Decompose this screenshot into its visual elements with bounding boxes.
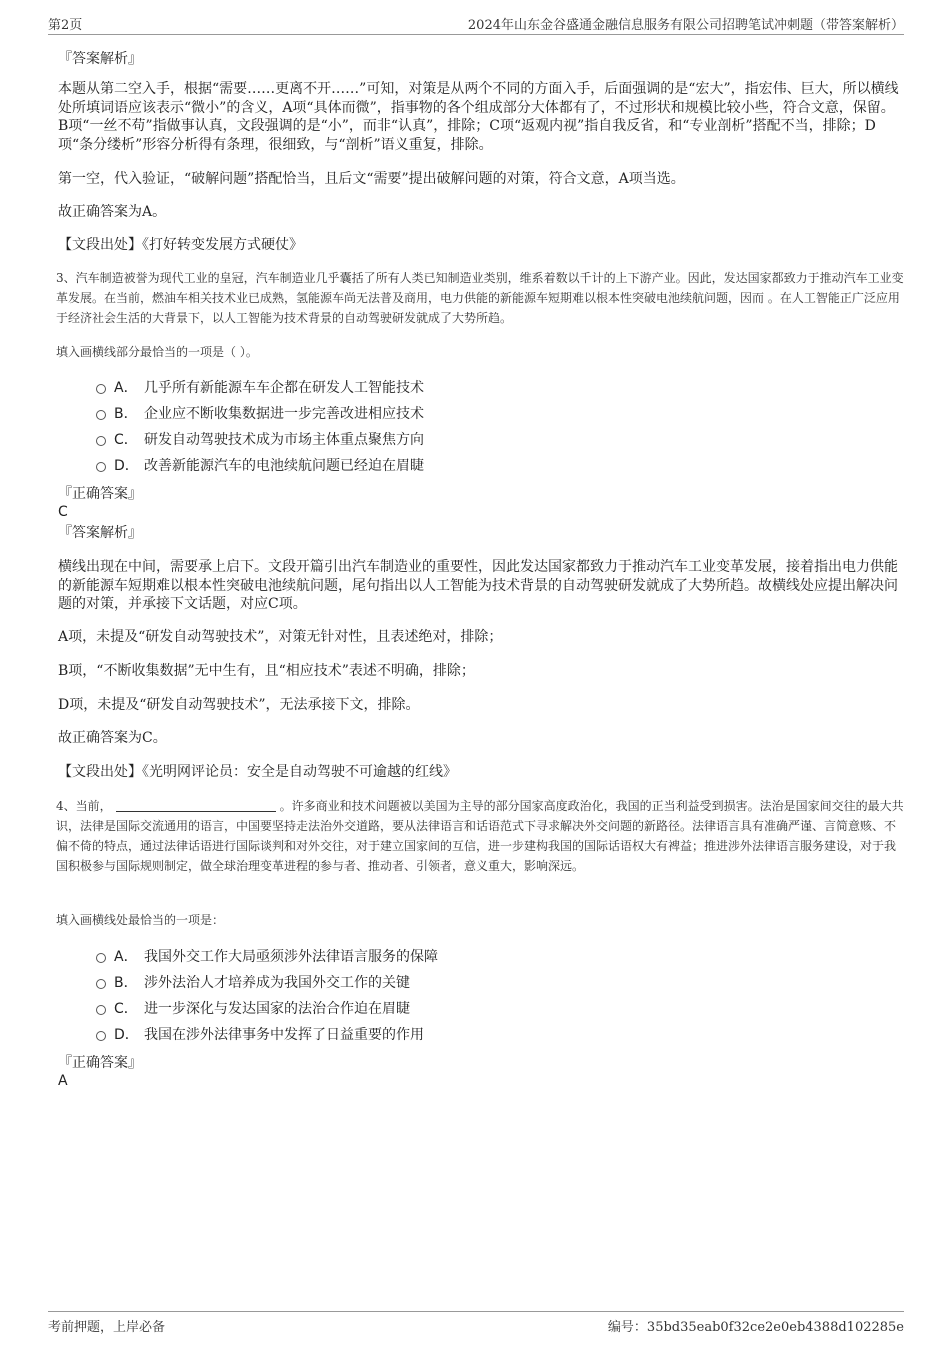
q4-option-b[interactable] [96,974,410,992]
q3-prompt: 填入画横线部分最恰当的一项是（ ）。 [56,345,258,359]
q3-stem: 3、汽车制造被誉为现代工业的皇冠，汽车制造业几乎囊括了所有人类已知制造业类别，维系着数以千计的上下游产业。因此，发达国家都致力于推动汽车工业变革发展。在当前，燃油车相关技术业已成熟，氢能源车尚无法普及商用，电力供能的新能源车短期难以根本性突破电池续航问题，因而 。在人工智能正广泛应用于经济社会生活的大背景下，以人工智能为技术背景的自动驾驶研发就成了大势所趋。 [56,271,904,325]
radio-icon[interactable] [96,953,106,963]
option-letter: D． [114,1027,139,1043]
option-letter: C． [114,1001,138,1017]
q3-option-a[interactable] [96,379,424,397]
q3-answer-label: 『正确答案』 [58,486,142,502]
option-text: 涉外法治人才培养成为我国外交工作的关键 [144,975,410,991]
option-text: 企业应不断收集数据进一步完善改进相应技术 [144,406,424,422]
q2-analysis-label: 『答案解析』 [58,51,142,67]
q4-prompt: 填入画横线处最恰当的一项是： [56,913,225,927]
q2-source: 【文段出处】《打好转变发展方式硬仗》 [58,237,303,253]
q3-option-c[interactable] [96,431,424,449]
q3-answer: C [58,504,68,520]
radio-icon[interactable] [96,436,106,446]
q3-option-d[interactable] [96,457,424,475]
option-text: 我国在涉外法律事务中发挥了日益重要的作用 [144,1027,424,1043]
option-letter: A． [114,949,138,965]
option-letter: C． [114,432,138,448]
option-text: 我国外交工作大局亟须涉外法律语言服务的保障 [144,949,438,965]
q3-analysis-b: B项，“不断收集数据”无中生有，且“相应技术”表述不明确，排除； [58,663,475,679]
option-letter: B． [114,406,138,422]
page-footer [48,1311,904,1334]
option-text: 研发自动驾驶技术成为市场主体重点聚焦方向 [144,432,424,448]
radio-icon[interactable] [96,384,106,394]
q3-source: 【文段出处】《光明网评论员：安全是自动驾驶不可逾越的红线》 [58,764,457,780]
q4-stem-text: 。许多商业和技术问题被以美国为主导的部分国家高度政治化，我国的正当利益受到损害。法治是国家间交往的最大共识，法律是国际交流通用的语言，中国要坚持走法治外交道路，要从法律语言和话语范式下寻求解决外交问题的新路径。法律语言具有准确严谨、言简意赅、不偏不倚的特点，通过法律话语进行国际谈判和对外交往，对于建立国家间的互信，进一步建构我国的国际话语权大有裨益；推进涉外法律语言服务建设，对于我国积极参与国际规则制定，做全球治理变革进程的参与者、推动者、引领者，意义重大，影响深远。 [56,799,904,873]
option-letter: A． [114,380,138,396]
page-number: 第2页 [48,18,83,33]
q2-analysis-paragraph-1: 本题从第二空入手，根据“需要……更离不开……”可知，对策是从两个不同的方面入手，后面强调的是“宏大”，指宏伟、巨大，所以横线处所填词语应该表示“微小”的含义，A项“具体而微”，指事物的各个组成部分大体都有了，不过形状和规模比较小些，符合文意，保留。B项“一丝不苟”指做事认真，文段强调的是“小”，而非“认真”，排除；C项“返观内视”指自我反省，和“专业剖析”搭配不当，排除；D项“条分缕析”形容分析得有条理，很细致，与“剖析”语义重复，排除。 [58,81,899,153]
q4-option-d[interactable] [96,1026,424,1044]
q3-analysis-d: D项，未提及“研发自动驾驶技术”，无法承接下文，排除。 [58,697,420,713]
q2-analysis-paragraph-2: 第一空，代入验证，“破解问题”搭配恰当，且后文“需要”提出破解问题的对策，符合文意，A项当选。 [58,171,685,187]
q2-conclusion: 故正确答案为A。 [58,204,167,220]
q3-conclusion: 故正确答案为C。 [58,730,167,746]
q4-option-a[interactable] [96,948,438,966]
q4-answer: A [58,1073,68,1089]
q3-analysis-label: 『答案解析』 [58,525,142,541]
radio-icon[interactable] [96,462,106,472]
option-text: 进一步深化与发达国家的法治合作迫在眉睫 [144,1001,410,1017]
radio-icon[interactable] [96,410,106,420]
option-text: 改善新能源汽车的电池续航问题已经迫在眉睫 [144,458,424,474]
radio-icon[interactable] [96,1005,106,1015]
option-letter: B． [114,975,138,991]
option-letter: D． [114,458,139,474]
q3-analysis-a: A项，未提及“研发自动驾驶技术”，对策无针对性，且表述绝对，排除； [58,629,503,645]
document-title: 2024年山东金谷盛通金融信息服务有限公司招聘笔试冲刺题（带答案解析） [467,18,904,33]
page-header [48,14,904,35]
q3-analysis-paragraph-1: 横线出现在中间，需要承上启下。文段开篇引出汽车制造业的重要性，因此发达国家都致力于推动汽车工业变革发展，接着指出电力供能的新能源车短期难以根本性突破电池续航问题，尾句指出以人工智能为技术背景的自动驾驶研发就成了大势所趋。故横线处应提出解决问题的对策，并承接下文话题，对应C项。 [58,559,898,612]
q4-option-c[interactable] [96,1000,410,1018]
q4-answer-label: 『正确答案』 [58,1055,142,1071]
radio-icon[interactable] [96,1031,106,1041]
q4-stem [56,796,904,876]
document-id: 编号：35bd35eab0f32ce2e0eb4388d102285e [607,1320,904,1335]
footer-slogan: 考前押题，上岸必备 [48,1320,166,1335]
q3-option-b[interactable] [96,405,424,423]
fill-in-blank [116,799,276,812]
radio-icon[interactable] [96,979,106,989]
q4-stem-prefix: 4、当前， [56,799,112,813]
option-text: 几乎所有新能源车车企都在研发人工智能技术 [144,380,424,396]
